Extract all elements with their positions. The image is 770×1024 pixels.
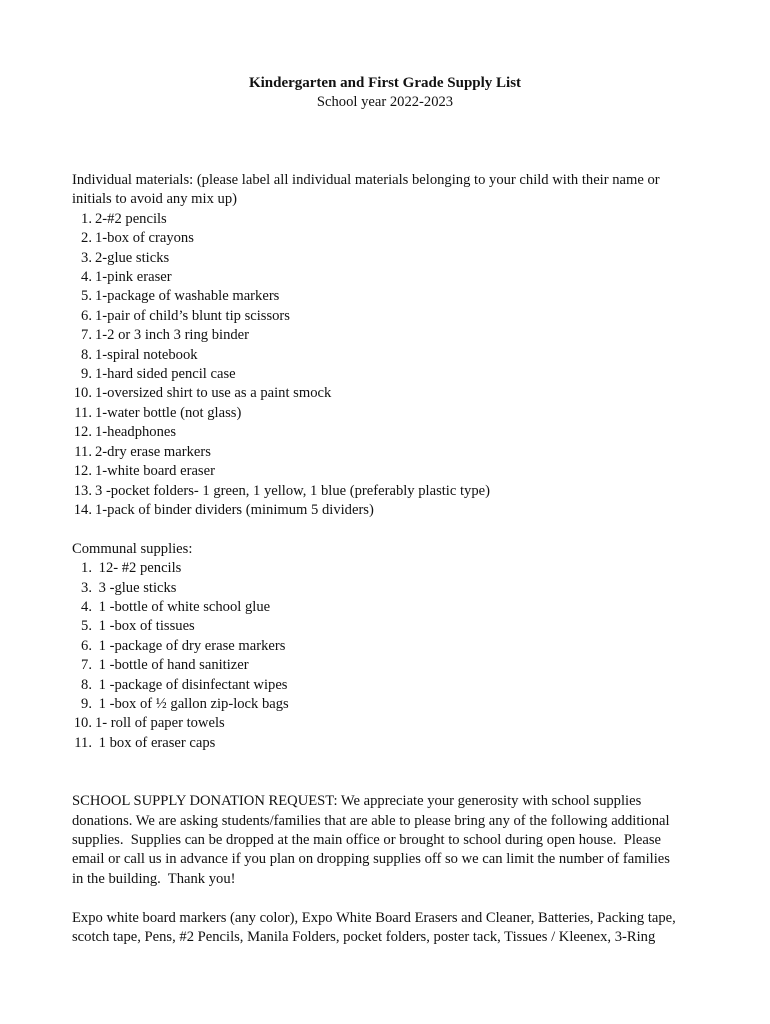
item-text: 1-pair of child’s blunt tip scissors [95,307,290,324]
item-number: 12. [73,424,92,441]
item-number: 5. [81,288,92,305]
donation-request-line: donations. We are asking students/families that are able to please bring any of the following additional [72,812,670,829]
list-item [72,287,712,306]
item-number: 4. [81,598,92,615]
list-item [72,443,712,462]
item-text: 1 -package of dry erase markers [95,637,286,654]
item-number: 10. [73,715,92,732]
spacer [72,889,712,908]
item-text: 1 -package of disinfectant wipes [95,676,288,693]
item-number: 1. [81,560,92,577]
list-item [72,423,712,442]
list-item [72,384,712,403]
list-item [72,676,712,695]
item-number: 14. [73,501,92,518]
item-number: 6. [81,637,92,654]
item-text: 2-dry erase markers [95,443,211,460]
spacer [72,520,712,539]
list-item [72,268,712,287]
individual-intro-line-1: Individual materials: (please label all individual materials belonging to your child with their name or [72,172,660,188]
individual-intro-line-2: initials to avoid any mix up) [72,191,237,208]
item-number: 13. [73,482,92,499]
item-text: 3 -glue sticks [95,579,177,596]
list-item [72,598,712,617]
item-number: 7. [81,327,92,344]
item-text: 1-box of crayons [95,230,194,247]
item-number: 1. [81,210,92,227]
list-item [72,714,712,733]
list-item [72,229,712,248]
item-number: 11. [74,404,92,421]
communal-heading: Communal supplies: [72,540,193,557]
list-item [72,617,712,636]
list-item [72,404,712,423]
item-text: 12- #2 pencils [95,560,182,577]
individual-materials-list [72,210,712,521]
item-text: 1-headphones [95,424,177,441]
document-subtitle: School year 2022-2023 [316,94,454,110]
item-text: 1- roll of paper towels [95,715,225,732]
item-text: 1-spiral notebook [95,346,198,363]
donation-request-line: email or call us in advance if you plan on dropping supplies off so we can limit the number of families [72,851,670,868]
list-item [72,579,712,598]
item-text: 1-2 or 3 inch 3 ring binder [95,327,250,344]
donation-request-line: supplies. Supplies can be dropped at the main office or brought to school during open house. Please [72,831,662,848]
item-text: 1 -bottle of white school glue [95,598,271,615]
list-item [72,559,712,578]
wishlist-line: scotch tape, Pens, #2 Pencils, Manila Folders, pocket folders, poster tack, Tissues / Kleenex, 3-Ring [72,929,656,945]
list-item [72,210,712,229]
document-body [72,171,712,947]
item-text: 1-water bottle (not glass) [95,404,242,421]
item-text: 1-hard sided pencil case [95,366,236,383]
item-text: 1 -bottle of hand sanitizer [95,657,249,674]
list-item [72,307,712,326]
item-number: 8. [81,346,92,363]
item-text: 1 box of eraser caps [95,734,216,751]
list-item [72,734,712,753]
list-item [72,482,712,501]
list-item [72,501,712,520]
item-number: 12. [73,463,92,480]
wishlist-line: Expo white board markers (any color), Expo White Board Erasers and Cleaner, Batteries, Packing tape, [72,909,676,926]
communal-supplies-list [72,559,712,753]
item-number: 4. [81,269,92,286]
donation-request-line: in the building. Thank you! [72,870,236,887]
item-text: 1-pink eraser [95,269,172,286]
item-text: 1 -box of tissues [95,618,195,635]
item-text: 1-oversized shirt to use as a paint smock [95,385,332,402]
list-item [72,462,712,481]
document-title: Kindergarten and First Grade Supply List [248,75,522,91]
item-number: 9. [81,366,92,383]
item-number: 3. [81,249,92,266]
list-item [72,346,712,365]
item-number: 5. [81,618,92,635]
spacer [72,753,712,792]
item-text: 1-white board eraser [95,463,215,480]
item-text: 2-#2 pencils [95,210,167,227]
item-number: 11. [74,734,92,751]
item-text: 1-package of washable markers [95,288,280,305]
item-number: 2. [81,230,92,247]
list-item [72,249,712,268]
item-number: 7. [81,657,92,674]
item-number: 6. [81,307,92,324]
list-item [72,695,712,714]
item-number: 10. [73,385,92,402]
donation-request-line: SCHOOL SUPPLY DONATION REQUEST: We appreciate your generosity with school supplies [72,793,642,810]
item-text: 1-pack of binder dividers (minimum 5 dividers) [95,501,374,518]
item-number: 8. [81,676,92,693]
list-item [72,365,712,384]
item-text: 2-glue sticks [95,249,170,266]
list-item [72,656,712,675]
list-item [72,637,712,656]
item-text: 3 -pocket folders- 1 green, 1 yellow, 1 blue (preferably plastic type) [95,482,490,499]
item-number: 11. [74,443,92,460]
title-block [0,74,770,112]
list-item [72,326,712,345]
item-number: 9. [81,695,92,712]
item-number: 3. [81,579,92,596]
item-text: 1 -box of ½ gallon zip-lock bags [95,695,289,712]
